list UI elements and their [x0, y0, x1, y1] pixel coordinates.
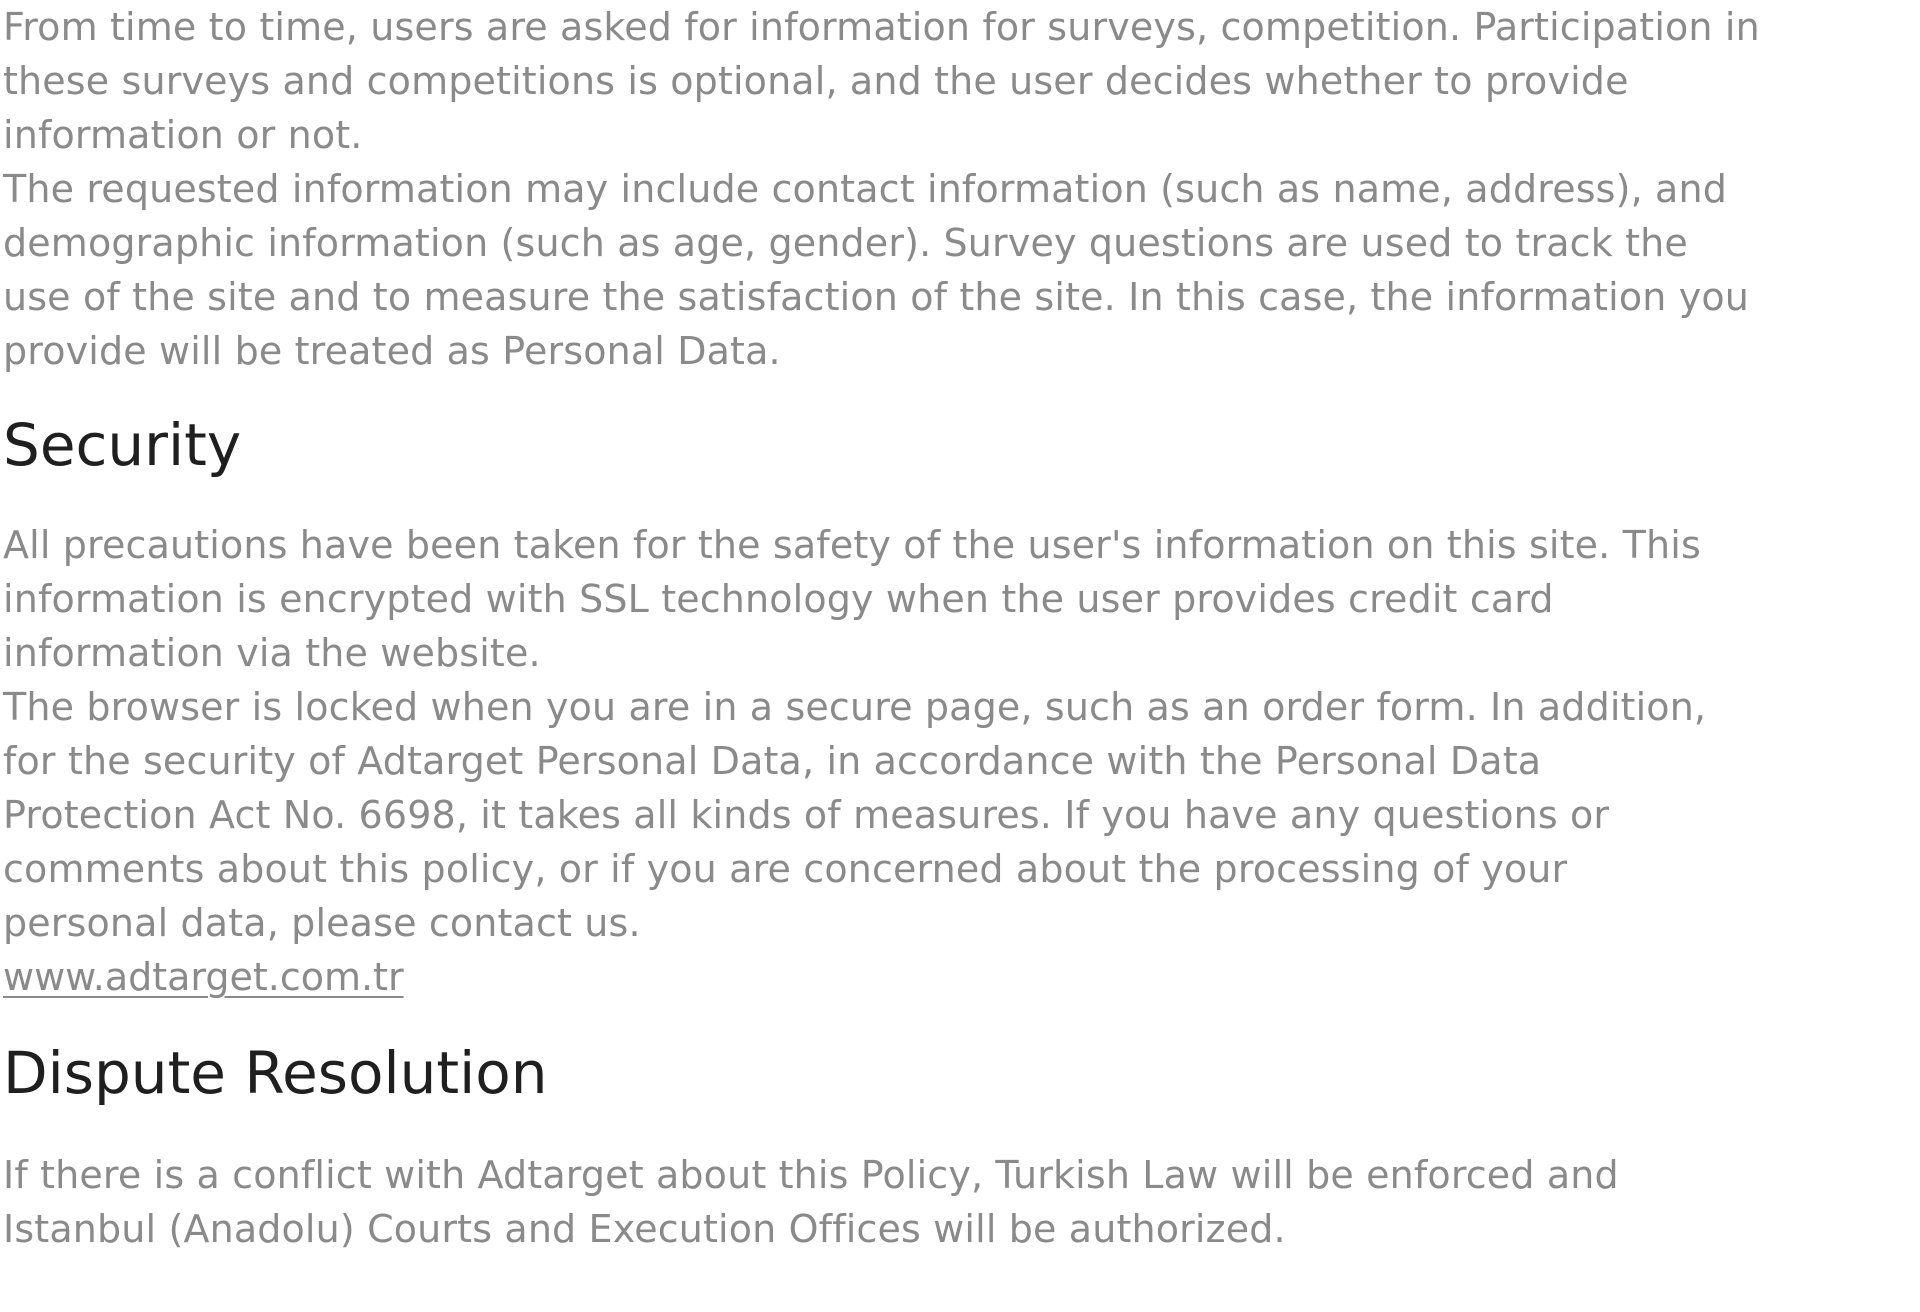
surveys-paragraph-2 — [3, 162, 1915, 378]
text-line: provide will be treated as Personal Data. — [3, 329, 781, 373]
website-link[interactable]: www.adtarget.com.tr — [3, 955, 404, 999]
text-line: demographic information (such as age, gender). Survey questions are used to track the — [3, 221, 1688, 265]
text-line: information via the website. — [3, 631, 541, 675]
text-line: The requested information may include contact information (such as name, address), and — [3, 167, 1727, 211]
security-paragraph-2 — [3, 680, 1915, 950]
dispute-paragraph-1 — [3, 1148, 1915, 1256]
text-line: If there is a conflict with Adtarget about this Policy, Turkish Law will be enforced and — [3, 1153, 1619, 1197]
text-line: Protection Act No. 6698, it takes all kinds of measures. If you have any questions or — [3, 793, 1610, 837]
text-line: From time to time, users are asked for information for surveys, competition. Participation in — [3, 5, 1760, 49]
text-line: information or not. — [3, 113, 363, 157]
text-line: All precautions have been taken for the safety of the user's information on this site. This — [3, 523, 1701, 567]
text-line: comments about this policy, or if you are concerned about the processing of your — [3, 847, 1568, 891]
text-line: for the security of Adtarget Personal Data, in accordance with the Personal Data — [3, 739, 1542, 783]
text-line: use of the site and to measure the satisfaction of the site. In this case, the information you — [3, 275, 1750, 319]
text-line: these surveys and competitions is optional, and the user decides whether to provide — [3, 59, 1629, 103]
surveys-paragraph-1 — [3, 0, 1915, 162]
security-heading: Security — [3, 411, 242, 479]
text-line: personal data, please contact us. — [3, 901, 641, 945]
security-paragraph-1 — [3, 518, 1915, 680]
text-line: The browser is locked when you are in a secure page, such as an order form. In addition, — [3, 685, 1707, 729]
policy-document — [3, 0, 1915, 1256]
text-line: information is encrypted with SSL technology when the user provides credit card — [3, 577, 1554, 621]
text-line: Istanbul (Anadolu) Courts and Execution Offices will be authorized. — [3, 1207, 1286, 1251]
dispute-resolution-heading: Dispute Resolution — [3, 1039, 548, 1107]
